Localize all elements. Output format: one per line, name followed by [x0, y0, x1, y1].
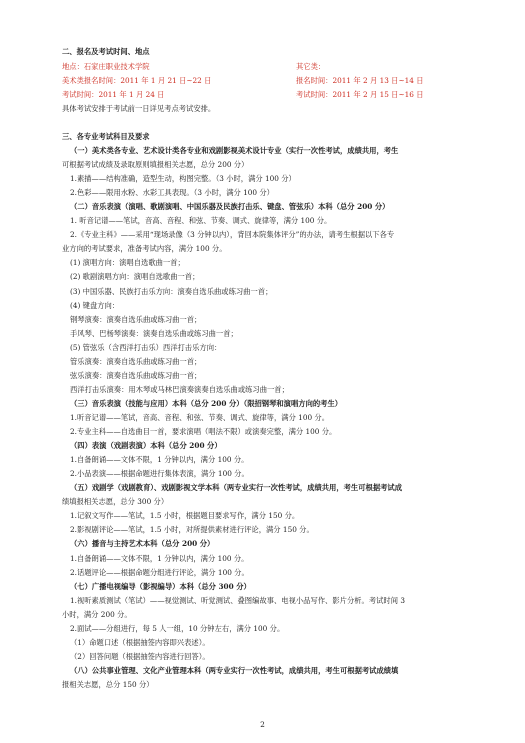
subject-heading: （一）美术类各专业、艺术设计类各专业和戏剧影视美术设计专业（实行一次性考试，成绩共用，考生 [70, 146, 399, 155]
art-exam-time: 考试时间：2011 年 1 月 24 日 [62, 90, 165, 99]
page-number: 2 [260, 720, 265, 729]
subject-line: 1.视听素质测试（笔试）——视觉测试、听觉测试、叠图编故事、电视小品写作、影片分析。考试时间 3 [70, 595, 405, 605]
exam-location: 地点：石家庄职业技术学院 [62, 62, 150, 71]
subject-line: 1.自备朗诵——文体不限，1 分钟以内，满分 100 分。 [70, 553, 249, 563]
subject-line: （2）回答问题（根据抽签内容进行回答）。 [70, 651, 210, 661]
other-exam-time: 考试时间：2011 年 2 月 15 日~16 日 [296, 90, 424, 99]
subject-line: 2.话题评论——根据命题分组进行评论，满分 100 分。 [70, 567, 249, 577]
subject-line: 1.听音记谱——笔试，音高、音程、和弦、节奏、调式、旋律等，满分 100 分。 [70, 412, 330, 422]
subject-line: 业方向的考试要求，准备考试内容，满分 100 分。 [62, 244, 227, 254]
subject-heading: （六）播音与主持艺术本科（总分 200 分） [70, 539, 215, 549]
subject-heading: （二）音乐表演（演唱、歌剧演唱、中国乐器及民族打击乐、键盘、管弦乐）本科（总分 200 分） [70, 202, 390, 212]
section-heading-registration: 二、报名及考试时间、地点 [62, 47, 150, 56]
other-category-title: 其它类： [296, 62, 326, 71]
subject-line: 2.面试——分组进行，每 5 人一组，10 分钟左右，满分 100 分。 [70, 623, 285, 633]
subject-line: （1）命题口述（根据抽签内容即兴表述）。 [70, 637, 210, 647]
subject-line: 2.色彩——限用水粉、水彩工具表现。（3 小时，满分 100 分） [70, 188, 274, 198]
art-registration-time: 美术类报名时间：2011 年 1 月 21 日~22 日 [62, 76, 212, 85]
subject-line: 1.记叙文写作——笔试，1.5 小时，根据题目要求写作，满分 150 分。 [70, 511, 300, 521]
subject-line: 弦乐演奏：演奏自选乐曲或练习曲一首； [70, 370, 202, 380]
subject-line: (5) 管弦乐（含西洋打击乐）西洋打击乐方向： [70, 342, 222, 352]
subject-heading: （五）戏剧学（戏剧教育）、戏剧影视文学本科（两专业实行一次性考试，成绩共用，考生可根据考试成 [70, 483, 403, 493]
subject-line: 钢琴演奏：演奏自选乐曲或练习曲一首； [70, 314, 202, 324]
subject-line: 2.影视剧评论——笔试，1.5 小时，对所提供素材进行评论，满分 150 分。 [70, 525, 314, 535]
subject-line: 小时，满分 200 分。 [62, 609, 132, 619]
section-heading-subjects: 三、各专业考试科目及要求 [62, 132, 150, 141]
subject-heading: （四）表演（戏剧表演）本科（总分 200 分） [70, 441, 222, 451]
subject-heading: （七）广播电视编导（影视编导）本科（总分 300 分） [70, 581, 251, 591]
subject-line: 西洋打击乐演奏：用木琴或马林巴演奏演奏自选乐曲或练习曲一首； [70, 384, 289, 394]
subject-line: 手风琴、巴杨琴演奏：演奏自选乐曲或练习曲一首； [70, 328, 238, 338]
subject-line: (1) 演唱方向：演唱自选歌曲一首； [70, 258, 185, 268]
subject-line: 2.专业主科——自选曲目一首，要求演唱（唱法不限）或演奏完整，满分 100 分。 [70, 427, 337, 436]
subject-line: 2.《专业主科》——采用“现场录像（3 分钟以内），背回本院集体评分”的办法，请考生根据以下各专 [70, 230, 395, 240]
subject-line: 报相关志愿，总分 150 分） [62, 679, 154, 689]
subject-heading: （八）公共事业管理、文化产业管理本科（两专业实行一次性考试，成绩共用，考生可根据考试成绩填 [70, 665, 399, 675]
subject-line: (2) 歌剧演唱方向：演唱自选歌曲一首； [70, 272, 200, 282]
subject-line: 可根据考试成绩及录取原则填报相关志愿，总分 200 分） [62, 160, 249, 170]
subject-line: 管乐演奏：演奏自选乐曲或练习曲一首； [70, 356, 202, 366]
subject-line: 1. 听音记谱——笔试，音高、音程、和弦、节奏、调式、旋律等，满分 100 分。 [70, 216, 332, 226]
subject-line: (4) 键盘方向： [70, 300, 120, 310]
subject-line: 1.素描——结构准确，造型生动，构图完整。（3 小时，满分 100 分） [70, 174, 296, 184]
subject-line: 绩填报相关志愿，总分 300 分） [62, 497, 169, 507]
exam-schedule-note: 具体考试安排于考试前一日详见考点考试安排。 [62, 104, 216, 113]
subject-line: 1.自备朗诵——文体不限，1 分钟以内，满分 100 分。 [70, 455, 249, 465]
subject-line: (3) 中国乐器、民族打击乐方向：演奏自选乐曲或练习曲一首； [70, 286, 273, 296]
other-registration-time: 报名时间：2011 年 2 月 13 日~14 日 [296, 76, 424, 85]
subject-heading: （三）音乐表演（技能与应用）本科（总分 200 分）（限招钢琴和演唱方向的考生） [70, 398, 343, 408]
subject-line: 2.小品表演——根据命题进行集体表演，满分 100 分。 [70, 469, 249, 479]
